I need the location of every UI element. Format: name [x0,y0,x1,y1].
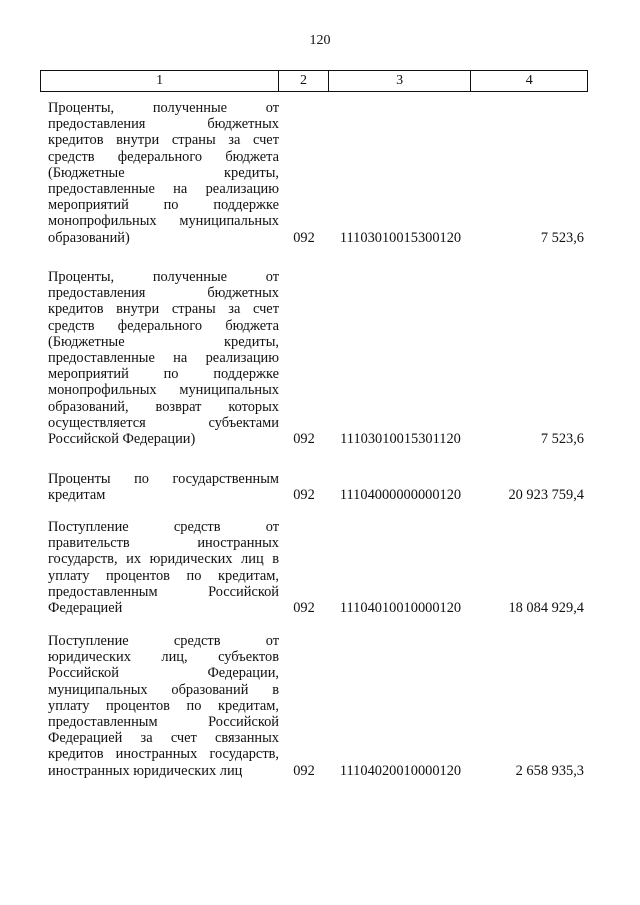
admin-code: 092 [293,229,315,246]
table-row [40,471,588,503]
budget-code: 11104000000000120 [339,487,462,504]
description-line: предоставления бюджетных [48,285,279,302]
row-description [48,633,279,779]
header-col-1: 1 [41,71,279,91]
budget-code: 11103010015300120 [339,229,462,246]
amount: 7 523,6 [540,431,584,448]
page-number: 120 [309,33,331,48]
description-line: осуществляется субъектами [48,414,279,431]
description-line: Проценты, полученные от [48,269,279,285]
description-line: Российской Федерации) [48,431,196,448]
table-row [40,519,588,616]
description-line: средств федерального бюджета [48,317,279,334]
admin-code: 092 [293,487,315,504]
description-line: средств федерального бюджета [48,148,279,165]
description-line: Поступление средств от [48,519,279,535]
description-line: предоставленные на реализацию [48,181,279,198]
admin-code: 092 [293,431,315,448]
description-line: правительств иностранных [48,535,279,552]
description-line: уплату процентов по кредитам, [48,567,279,584]
description-line: монопрофильных муниципальных [48,382,279,399]
description-line: Российской Федерации, [48,665,279,682]
budget-code: 11103010015301120 [340,431,461,448]
description-line: Федерацией за счет связанных [48,730,279,747]
amount: 18 084 929,4 [508,600,584,617]
table-row [40,269,588,447]
amount: 7 523,6 [540,229,584,246]
row-description [48,269,279,447]
description-line: кредитам [48,487,106,504]
table-row [40,100,588,246]
row-description [48,100,279,246]
description-line: муниципальных образований в [48,681,279,698]
description-line: государств, их юридических лиц в [48,551,279,568]
description-line: монопрофильных муниципальных [48,213,279,230]
description-line: (Бюджетные кредиты, [48,333,279,350]
description-line: предоставленным Российской [48,714,279,731]
description-line: образований, возврат которых [48,398,279,415]
description-line: юридических лиц, субъектов [48,649,279,666]
table-header [40,70,588,92]
header-col-2: 2 [279,71,329,91]
description-line: образований) [48,229,130,246]
description-line: уплату процентов по кредитам, [48,697,279,714]
description-line: Проценты, полученные от [48,100,279,116]
description-line: предоставленные на реализацию [48,350,279,367]
description-line: Проценты по государственным [48,471,279,487]
description-line: мероприятий по поддержке [48,366,279,383]
description-line: мероприятий по поддержке [48,197,279,214]
description-line: Федерацией [48,600,123,617]
description-line: кредитов внутри страны за счет [48,301,279,318]
description-line: кредитов внутри страны за счет [48,132,279,149]
description-line: (Бюджетные кредиты, [48,164,279,181]
admin-code: 092 [293,600,315,617]
amount: 2 658 935,3 [515,762,584,779]
description-line: иностранных юридических лиц [48,762,243,779]
header-col-3: 3 [329,71,471,91]
admin-code: 092 [293,762,315,779]
description-line: предоставленным Российской [48,583,279,600]
description-line: кредитов иностранных государств, [48,746,279,763]
row-description [48,519,279,616]
budget-code: 11104020010000120 [339,762,462,779]
row-description [48,471,279,503]
header-col-4: 4 [525,73,533,88]
description-line: Поступление средств от [48,633,279,649]
table-row [40,633,588,779]
description-line: предоставления бюджетных [48,116,279,133]
amount: 20 923 759,4 [508,487,584,504]
budget-code: 11104010010000120 [339,600,462,617]
